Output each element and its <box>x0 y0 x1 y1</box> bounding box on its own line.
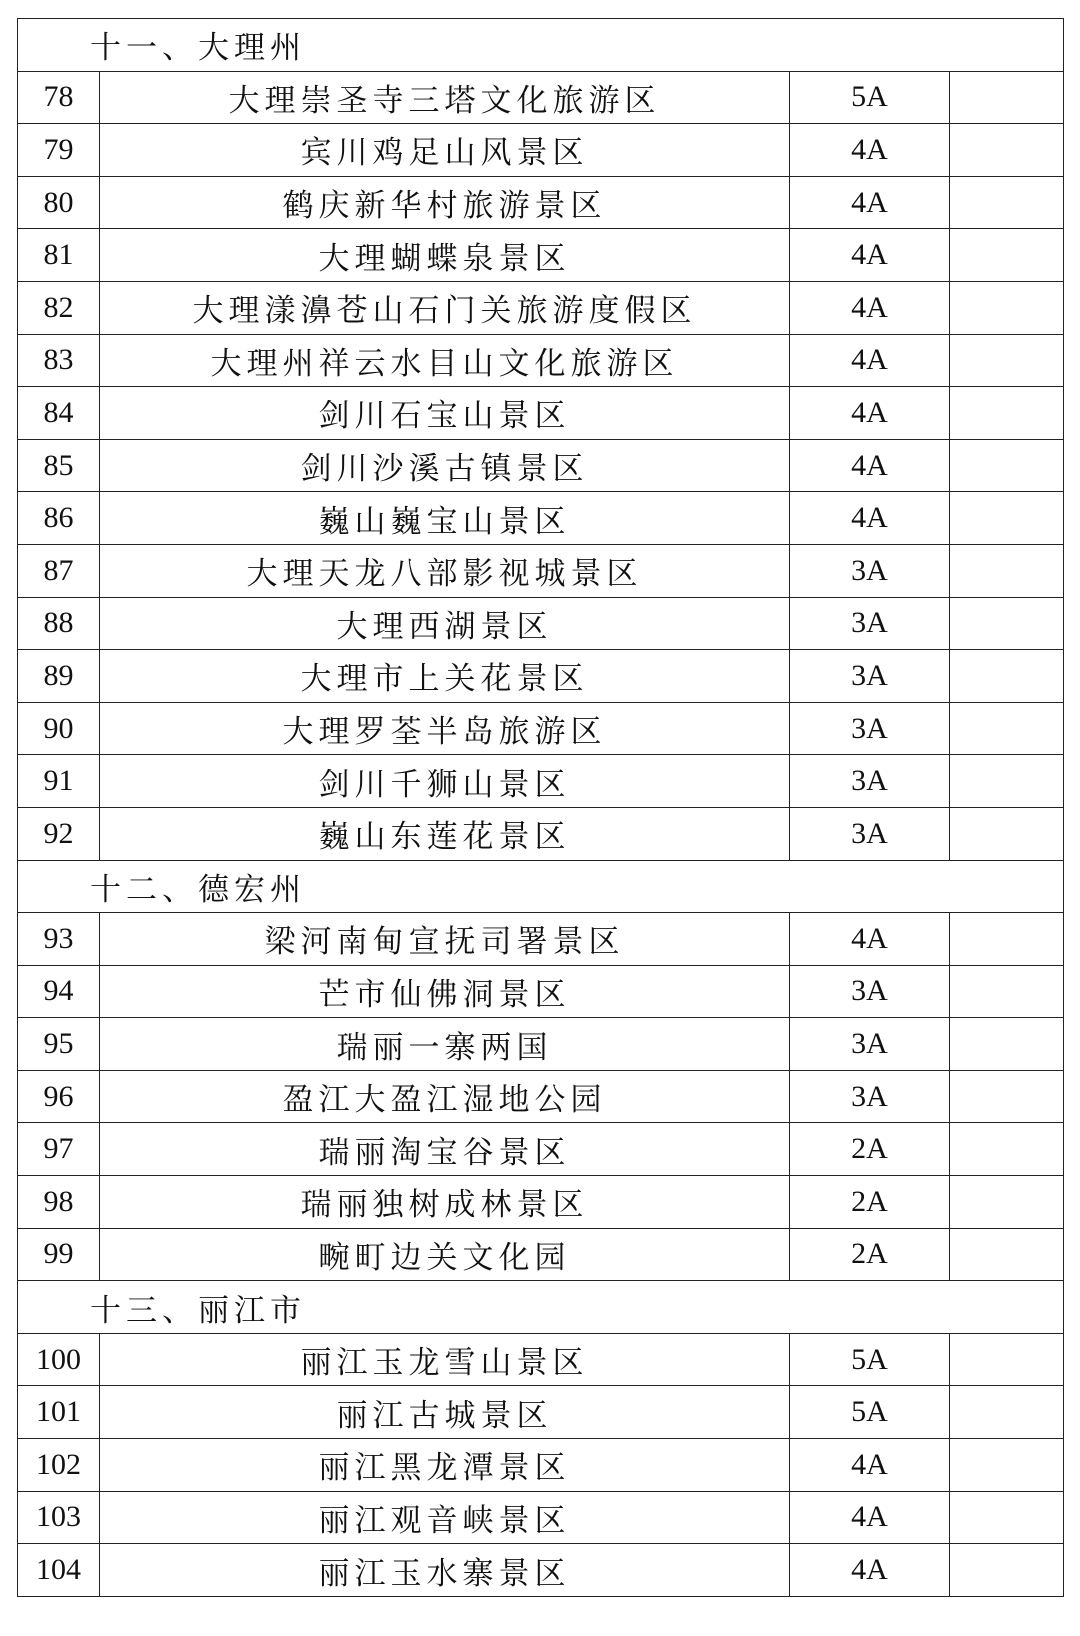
remarks-cell <box>950 439 1064 492</box>
scenic-area-name: 瑞丽一寨两国 <box>100 1018 790 1071</box>
scenic-area-grade: 3A <box>790 1070 950 1123</box>
scenic-area-name: 剑川千狮山景区 <box>100 755 790 808</box>
scenic-area-name: 丽江玉龙雪山景区 <box>100 1333 790 1386</box>
scenic-area-grade: 3A <box>790 1018 950 1071</box>
table-row <box>18 1176 1064 1229</box>
scenic-area-name: 丽江观音峡景区 <box>100 1491 790 1544</box>
table-row <box>18 124 1064 177</box>
scenic-area-name: 丽江玉水寨景区 <box>100 1544 790 1597</box>
row-number: 93 <box>18 913 100 966</box>
table-row <box>18 492 1064 545</box>
remarks-cell <box>950 1544 1064 1597</box>
table-row <box>18 913 1064 966</box>
scenic-area-name: 梁河南甸宣抚司署景区 <box>100 913 790 966</box>
table-row <box>18 702 1064 755</box>
scenic-area-name: 瑞丽淘宝谷景区 <box>100 1123 790 1176</box>
table-row <box>18 1018 1064 1071</box>
table-row <box>18 597 1064 650</box>
scenic-area-name: 大理西湖景区 <box>100 597 790 650</box>
remarks-cell <box>950 71 1064 124</box>
remarks-cell <box>950 1070 1064 1123</box>
row-number: 86 <box>18 492 100 545</box>
remarks-cell <box>950 492 1064 545</box>
row-number: 95 <box>18 1018 100 1071</box>
scenic-area-name: 宾川鸡足山风景区 <box>100 124 790 177</box>
scenic-area-grade: 4A <box>790 124 950 177</box>
remarks-cell <box>950 124 1064 177</box>
scenic-area-table <box>17 18 1064 1597</box>
row-number: 98 <box>18 1176 100 1229</box>
remarks-cell <box>950 1439 1064 1492</box>
table-row <box>18 71 1064 124</box>
remarks-cell <box>950 1123 1064 1176</box>
row-number: 102 <box>18 1439 100 1492</box>
remarks-cell <box>950 1228 1064 1281</box>
scenic-area-name: 大理州祥云水目山文化旅游区 <box>100 334 790 387</box>
remarks-cell <box>950 597 1064 650</box>
remarks-cell <box>950 913 1064 966</box>
scenic-area-grade: 3A <box>790 597 950 650</box>
remarks-cell <box>950 176 1064 229</box>
row-number: 104 <box>18 1544 100 1597</box>
scenic-area-grade: 5A <box>790 71 950 124</box>
scenic-area-grade: 5A <box>790 1386 950 1439</box>
row-number: 89 <box>18 650 100 703</box>
table-row <box>18 229 1064 282</box>
row-number: 83 <box>18 334 100 387</box>
row-number: 96 <box>18 1070 100 1123</box>
table-row <box>18 1123 1064 1176</box>
table-row <box>18 1386 1064 1439</box>
scenic-area-grade: 2A <box>790 1176 950 1229</box>
row-number: 84 <box>18 387 100 440</box>
remarks-cell <box>950 965 1064 1018</box>
scenic-area-name: 巍山巍宝山景区 <box>100 492 790 545</box>
scenic-area-name: 剑川沙溪古镇景区 <box>100 439 790 492</box>
row-number: 103 <box>18 1491 100 1544</box>
row-number: 100 <box>18 1333 100 1386</box>
table-row <box>18 1228 1064 1281</box>
table-row <box>18 281 1064 334</box>
scenic-area-name: 大理蝴蝶泉景区 <box>100 229 790 282</box>
table-row <box>18 1070 1064 1123</box>
row-number: 79 <box>18 124 100 177</box>
row-number: 87 <box>18 544 100 597</box>
table-row <box>18 807 1064 860</box>
remarks-cell <box>950 755 1064 808</box>
scenic-area-grade: 3A <box>790 807 950 860</box>
scenic-area-grade: 3A <box>790 755 950 808</box>
scenic-area-name: 畹町边关文化园 <box>100 1228 790 1281</box>
table-row <box>18 1544 1064 1597</box>
section-title: 十三、丽江市 <box>18 1281 1064 1334</box>
row-number: 80 <box>18 176 100 229</box>
scenic-area-name: 瑞丽独树成林景区 <box>100 1176 790 1229</box>
section-title: 十一、大理州 <box>18 19 1064 72</box>
table-row <box>18 387 1064 440</box>
scenic-area-name: 丽江黑龙潭景区 <box>100 1439 790 1492</box>
table-row <box>18 1439 1064 1492</box>
table-row <box>18 1491 1064 1544</box>
row-number: 81 <box>18 229 100 282</box>
remarks-cell <box>950 387 1064 440</box>
row-number: 90 <box>18 702 100 755</box>
remarks-cell <box>950 334 1064 387</box>
table-row <box>18 650 1064 703</box>
remarks-cell <box>950 1333 1064 1386</box>
table-row <box>18 176 1064 229</box>
scenic-area-name: 鹤庆新华村旅游景区 <box>100 176 790 229</box>
row-number: 85 <box>18 439 100 492</box>
row-number: 82 <box>18 281 100 334</box>
section-header-row <box>18 1281 1064 1334</box>
scenic-area-name: 盈江大盈江湿地公园 <box>100 1070 790 1123</box>
scenic-area-grade: 3A <box>790 544 950 597</box>
scenic-area-grade: 4A <box>790 1544 950 1597</box>
row-number: 101 <box>18 1386 100 1439</box>
scenic-area-name: 大理天龙八部影视城景区 <box>100 544 790 597</box>
remarks-cell <box>950 702 1064 755</box>
scenic-area-grade: 3A <box>790 965 950 1018</box>
row-number: 88 <box>18 597 100 650</box>
scenic-area-name: 丽江古城景区 <box>100 1386 790 1439</box>
scenic-area-name: 大理市上关花景区 <box>100 650 790 703</box>
remarks-cell <box>950 1176 1064 1229</box>
scenic-area-grade: 4A <box>790 229 950 282</box>
scenic-area-name: 大理漾濞苍山石门关旅游度假区 <box>100 281 790 334</box>
scenic-area-name: 大理崇圣寺三塔文化旅游区 <box>100 71 790 124</box>
table-row <box>18 334 1064 387</box>
row-number: 94 <box>18 965 100 1018</box>
row-number: 99 <box>18 1228 100 1281</box>
scenic-area-name: 芒市仙佛洞景区 <box>100 965 790 1018</box>
remarks-cell <box>950 229 1064 282</box>
scenic-area-grade: 4A <box>790 334 950 387</box>
row-number: 92 <box>18 807 100 860</box>
scenic-area-grade: 4A <box>790 1491 950 1544</box>
remarks-cell <box>950 1491 1064 1544</box>
scenic-area-grade: 2A <box>790 1123 950 1176</box>
table-row <box>18 965 1064 1018</box>
section-header-row <box>18 19 1064 72</box>
remarks-cell <box>950 1018 1064 1071</box>
scenic-area-grade: 4A <box>790 281 950 334</box>
scenic-area-grade: 3A <box>790 650 950 703</box>
scenic-area-grade: 4A <box>790 1439 950 1492</box>
remarks-cell <box>950 281 1064 334</box>
scenic-area-grade: 4A <box>790 492 950 545</box>
remarks-cell <box>950 544 1064 597</box>
scenic-area-grade: 4A <box>790 387 950 440</box>
section-header-row <box>18 860 1064 913</box>
scenic-area-name: 大理罗荃半岛旅游区 <box>100 702 790 755</box>
remarks-cell <box>950 1386 1064 1439</box>
scenic-area-grade: 5A <box>790 1333 950 1386</box>
remarks-cell <box>950 650 1064 703</box>
scenic-area-name: 剑川石宝山景区 <box>100 387 790 440</box>
scenic-area-grade: 4A <box>790 439 950 492</box>
remarks-cell <box>950 807 1064 860</box>
scenic-area-name: 巍山东莲花景区 <box>100 807 790 860</box>
table-row <box>18 439 1064 492</box>
row-number: 91 <box>18 755 100 808</box>
row-number: 78 <box>18 71 100 124</box>
scenic-area-grade: 3A <box>790 702 950 755</box>
scenic-area-grade: 4A <box>790 176 950 229</box>
table-row <box>18 544 1064 597</box>
scenic-area-grade: 2A <box>790 1228 950 1281</box>
row-number: 97 <box>18 1123 100 1176</box>
table-body <box>18 19 1064 1597</box>
table-row <box>18 1333 1064 1386</box>
section-title: 十二、德宏州 <box>18 860 1064 913</box>
table-row <box>18 755 1064 808</box>
scenic-area-grade: 4A <box>790 913 950 966</box>
